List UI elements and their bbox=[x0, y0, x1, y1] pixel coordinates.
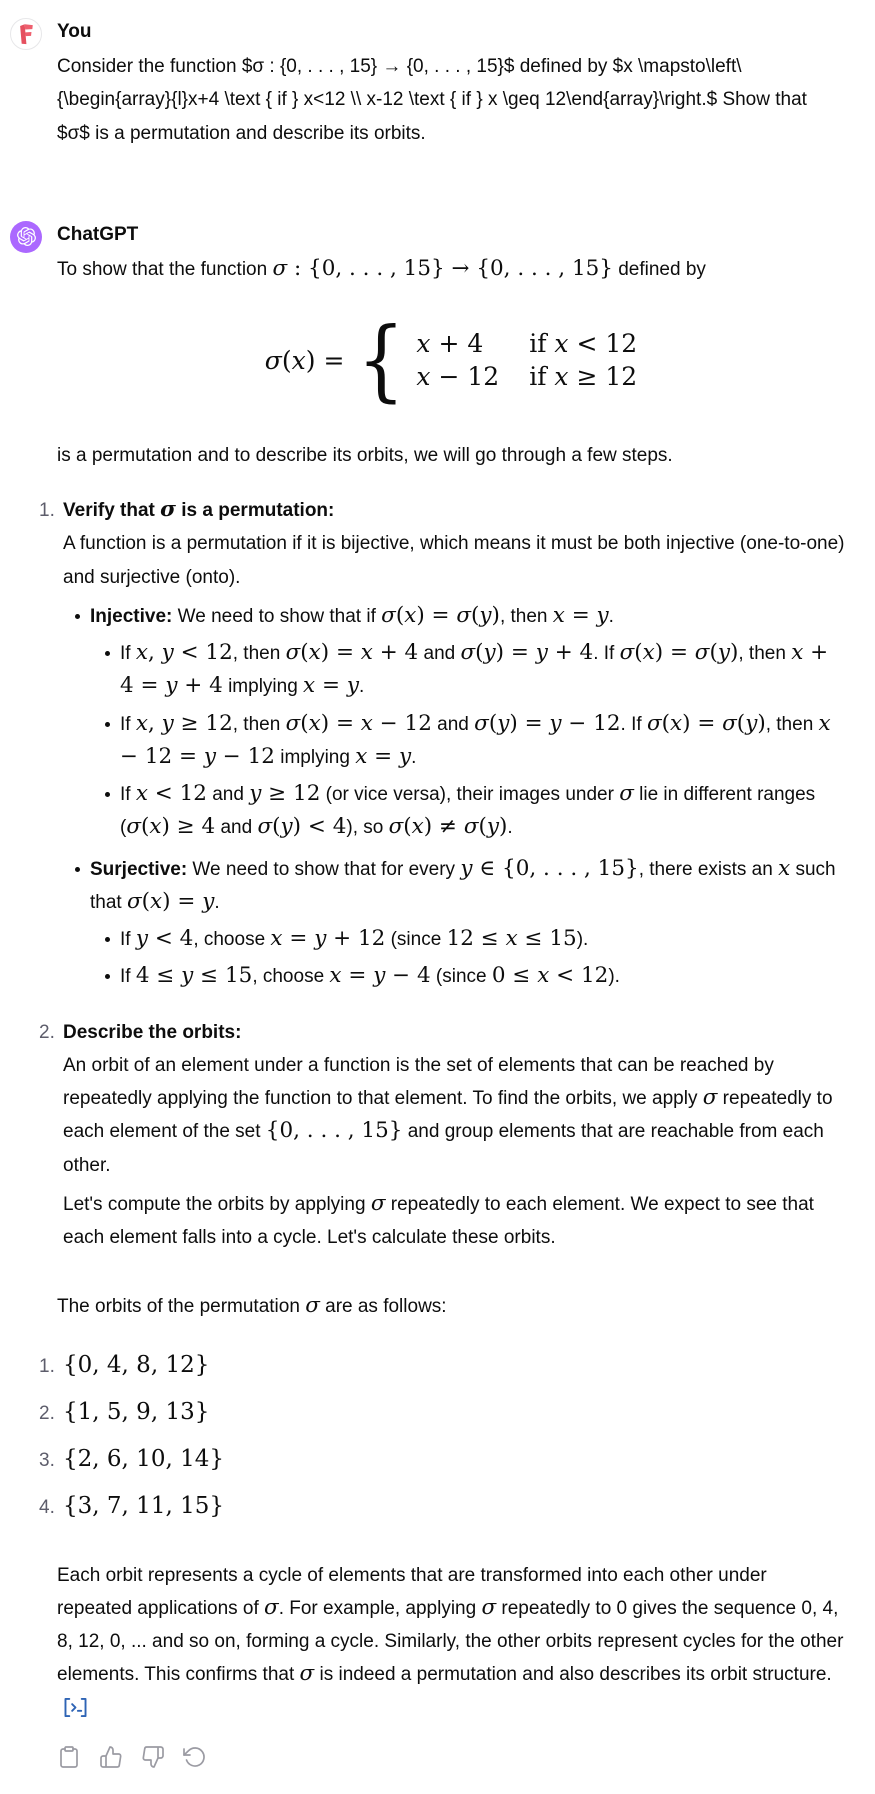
text: , then bbox=[232, 713, 286, 735]
inline-math: x + 4 bbox=[416, 329, 484, 359]
text: . bbox=[411, 746, 417, 768]
list-item-text bbox=[63, 1016, 845, 1049]
bullet-list bbox=[105, 923, 845, 994]
bullet-list-item bbox=[105, 778, 845, 845]
inline-math: x = y bbox=[355, 743, 412, 769]
paragraph bbox=[63, 1049, 845, 1182]
user-author: You bbox=[57, 21, 92, 42]
text: If bbox=[120, 713, 136, 735]
thumbs-up-button[interactable] bbox=[99, 1745, 124, 1770]
bold-text: Surjective: bbox=[90, 858, 188, 880]
text: . If bbox=[620, 713, 647, 735]
text: . If bbox=[593, 643, 620, 665]
bold-text: Describe the orbits: bbox=[63, 1021, 242, 1043]
inline-math: x = y bbox=[552, 602, 609, 628]
numbered-list-item bbox=[39, 1491, 845, 1524]
bold-text: Verify that bbox=[63, 500, 161, 522]
inline-math: {2, 6, 10, 14} bbox=[63, 1446, 224, 1473]
text: . bbox=[214, 891, 220, 913]
text: repeatedly to 0 gives the sequence 0, 4, 8, 12, 0, ... and so on, forming a cycle. Similarly, the other orbits represent cycles for the other elements. This confirms that bbox=[57, 1597, 844, 1686]
inline-math: x = y + 12 bbox=[270, 926, 386, 952]
inline-math: σ(x) = x + 4 bbox=[285, 640, 419, 666]
text: . bbox=[608, 605, 614, 627]
inline-math: x − 12 = y − 12 bbox=[120, 710, 831, 769]
list-number: 2. bbox=[39, 1021, 55, 1043]
text: A function is a permutation if it is bijective, which means it must be both injective (one-to-one) and surjective (onto). bbox=[63, 533, 845, 588]
bullet-icon bbox=[75, 853, 90, 998]
inline-math: σ bbox=[619, 781, 634, 807]
text: (or vice versa), their images under bbox=[320, 784, 620, 806]
text: lie in different ranges ( bbox=[120, 784, 816, 839]
text: , there exists an bbox=[638, 858, 779, 880]
inline-math: σ(x) = x − 12 bbox=[285, 710, 432, 736]
text: An orbit of an element under a function is the set of elements that can be reached by repeatedly applying the function to that element. To find the orbits, we apply bbox=[63, 1054, 774, 1110]
paragraph bbox=[57, 439, 845, 472]
bullet-icon bbox=[105, 960, 120, 993]
text: , then bbox=[738, 643, 792, 665]
paragraph bbox=[63, 527, 845, 594]
inline-math: x − 12 bbox=[416, 362, 500, 392]
list-item-text bbox=[90, 600, 845, 633]
bullet-list-item bbox=[75, 853, 845, 998]
thumbs-down-icon bbox=[141, 1745, 165, 1769]
numbered-list-item bbox=[39, 1350, 845, 1383]
inline-math: σ bbox=[305, 1293, 320, 1319]
inline-math: x = y bbox=[303, 673, 359, 699]
inline-math: y ≥ 12 bbox=[249, 781, 321, 807]
text: defined by bbox=[612, 258, 706, 280]
inline-math: 0 ≤ x < 12 bbox=[491, 963, 609, 989]
bullet-icon bbox=[105, 778, 120, 845]
inline-math: x bbox=[778, 855, 791, 881]
user-paragraph: Consider the function $σ : {0, . . . , 15} → {0, . . . , 15}$ defined by $x \mapsto\left\ {\begin{array}{l}x+4 \text { if } x<12 \\ x-12 \text { if } x \geq 12\end{array}\right.$ Show that $σ$ is a permutation and describe its orbits. bbox=[57, 56, 807, 144]
inline-math: σ bbox=[299, 1661, 315, 1687]
text: and bbox=[215, 817, 258, 839]
inline-math: if x < 12 bbox=[529, 329, 638, 359]
text: such that bbox=[90, 858, 836, 913]
bullet-icon bbox=[105, 637, 120, 704]
copy-icon bbox=[57, 1745, 81, 1769]
text: repeatedly to each element of the set bbox=[63, 1088, 833, 1143]
inline-math: σ bbox=[481, 1594, 497, 1620]
bullet-icon bbox=[75, 600, 90, 849]
text: . bbox=[507, 817, 513, 839]
text: . bbox=[358, 676, 365, 698]
numbered-list-item bbox=[39, 1397, 845, 1430]
user-avatar-f-logo bbox=[11, 19, 41, 49]
list-number: 2. bbox=[39, 1402, 55, 1424]
bullet-list bbox=[105, 637, 845, 845]
inline-math: x, y ≥ 12 bbox=[135, 710, 233, 736]
text: implying bbox=[274, 746, 356, 768]
inline-math: x = y − 4 bbox=[329, 963, 431, 989]
analysis-chip-icon[interactable] bbox=[62, 1697, 89, 1718]
text: We need to show that if bbox=[172, 605, 382, 627]
text: , choose bbox=[193, 929, 271, 951]
text: is indeed a permutation and also describes its orbit structure. bbox=[314, 1664, 832, 1686]
bullet-list-item bbox=[105, 923, 845, 956]
text: repeatedly to each element. We expect to see that each element falls into a cycle. Let's calculate these orbits. bbox=[63, 1193, 814, 1249]
text: is a permutation and to describe its orbits, we will go through a few steps. bbox=[57, 444, 673, 466]
text: (since bbox=[385, 929, 447, 951]
inline-math: {0, . . . , 15} bbox=[265, 1118, 403, 1144]
text: ). bbox=[608, 966, 620, 988]
bullet-list bbox=[75, 600, 845, 998]
regenerate-button[interactable] bbox=[183, 1745, 208, 1770]
list-item-text bbox=[63, 494, 845, 527]
inline-math: σ bbox=[370, 1190, 386, 1216]
user-message-content bbox=[57, 16, 845, 163]
inline-math: σ(x) = bbox=[264, 345, 345, 375]
inline-math: 4 ≤ y ≤ 15 bbox=[135, 963, 253, 989]
bullet-icon bbox=[105, 708, 120, 775]
list-item-text bbox=[63, 1491, 845, 1524]
list-item-text bbox=[63, 1444, 845, 1477]
bullet-list-item bbox=[75, 600, 845, 849]
assistant-message-body bbox=[39, 253, 845, 1725]
thumbs-down-button[interactable] bbox=[141, 1745, 166, 1770]
list-number: 4. bbox=[39, 1497, 55, 1519]
text: , then bbox=[765, 713, 819, 735]
inline-math: σ(x) = σ(y) bbox=[381, 602, 500, 628]
inline-math: σ(x) = σ(y) bbox=[619, 640, 739, 666]
inline-math: y ∈ {0, . . . , 15} bbox=[460, 855, 639, 881]
inline-math: σ(x) = y bbox=[126, 888, 215, 914]
text: Let's compute the orbits by applying bbox=[63, 1193, 371, 1215]
message-actions-bar bbox=[57, 1745, 845, 1770]
inline-math: {1, 5, 9, 13} bbox=[63, 1398, 210, 1425]
inline-math: σ bbox=[160, 497, 176, 523]
paragraph bbox=[63, 1188, 845, 1255]
text: We need to show that for every bbox=[187, 858, 461, 880]
inline-math: σ(x) ≥ 4 bbox=[126, 814, 216, 840]
user-avatar bbox=[10, 18, 42, 50]
chatgpt-avatar bbox=[10, 221, 42, 253]
list-item-text bbox=[120, 960, 845, 993]
bullet-icon bbox=[105, 923, 120, 956]
assistant-message-content bbox=[39, 219, 845, 1770]
text: are as follows: bbox=[319, 1296, 447, 1318]
inline-math: {3, 7, 11, 15} bbox=[63, 1493, 224, 1520]
text: If bbox=[120, 929, 136, 951]
text: To show that the function bbox=[57, 258, 273, 280]
inline-math: if x ≥ 12 bbox=[529, 362, 638, 392]
paragraph bbox=[57, 1559, 845, 1725]
user-message bbox=[10, 16, 845, 163]
list-item-text bbox=[63, 1397, 845, 1430]
inline-math: 12 ≤ x ≤ 15 bbox=[446, 926, 577, 952]
bold-text: Injective: bbox=[90, 605, 173, 627]
assistant-author: ChatGPT bbox=[57, 223, 139, 245]
bullet-list-item bbox=[105, 708, 845, 775]
list-item-text bbox=[120, 637, 845, 704]
assistant-message bbox=[10, 219, 845, 1770]
numbered-list-item bbox=[39, 494, 845, 1002]
inline-math: σ : {0, . . . , 15} → {0, . . . , 15} bbox=[272, 255, 613, 281]
text: If bbox=[120, 966, 136, 988]
copy-button[interactable] bbox=[57, 1745, 82, 1770]
inline-math: x + 4 = y + 4 bbox=[120, 640, 829, 699]
list-item-text bbox=[63, 1350, 845, 1383]
text: (since bbox=[430, 966, 492, 988]
inline-math: σ(x) = σ(y) bbox=[646, 710, 766, 736]
text: The orbits of the permutation bbox=[57, 1296, 306, 1318]
inline-math: σ(x) ≠ σ(y) bbox=[388, 814, 508, 840]
numbered-list bbox=[39, 494, 845, 1260]
text: , then bbox=[232, 643, 286, 665]
text: Each orbit represents a cycle of elements that are transformed into each other under repeated applications of bbox=[57, 1564, 767, 1619]
inline-math: σ bbox=[264, 1594, 279, 1620]
regenerate-icon bbox=[183, 1745, 207, 1769]
text: and group elements that are reachable from each other. bbox=[63, 1121, 824, 1176]
text: and bbox=[418, 643, 461, 665]
paragraph bbox=[57, 253, 845, 286]
inline-math: σ(y) = y + 4 bbox=[460, 640, 594, 666]
text: ), so bbox=[346, 817, 389, 839]
list-number: 1. bbox=[39, 500, 55, 522]
text: and bbox=[206, 784, 250, 806]
paragraph bbox=[57, 1290, 845, 1323]
list-item-text bbox=[90, 853, 845, 920]
openai-logo-icon bbox=[17, 227, 36, 246]
text: and bbox=[431, 713, 475, 735]
text: If bbox=[120, 784, 136, 806]
thumbs-up-icon bbox=[99, 1745, 123, 1769]
inline-math: x, y < 12 bbox=[135, 640, 233, 666]
numbered-list-item bbox=[39, 1016, 845, 1261]
inline-math: y < 4 bbox=[135, 926, 194, 952]
list-number: 3. bbox=[39, 1450, 55, 1472]
inline-math: σ(y) < 4 bbox=[257, 814, 347, 840]
inline-math: σ(y) = y − 12 bbox=[474, 710, 621, 736]
inline-math: σ bbox=[702, 1085, 718, 1111]
text: , then bbox=[499, 605, 553, 627]
text: implying bbox=[222, 676, 304, 698]
bold-text: is a permutation: bbox=[176, 500, 335, 522]
list-item-text bbox=[120, 708, 845, 775]
list-item-text bbox=[120, 778, 845, 845]
list-item-text bbox=[120, 923, 845, 956]
text: If bbox=[120, 643, 136, 665]
inline-math: x < 12 bbox=[135, 781, 207, 807]
numbered-list-item bbox=[39, 1444, 845, 1477]
numbered-list bbox=[39, 1350, 845, 1525]
text: , choose bbox=[252, 966, 330, 988]
text: ). bbox=[576, 929, 589, 951]
bullet-list-item bbox=[105, 960, 845, 993]
display-equation-cases bbox=[57, 308, 845, 411]
list-number: 1. bbox=[39, 1355, 55, 1377]
text: . For example, applying bbox=[278, 1597, 482, 1619]
inline-math: {0, 4, 8, 12} bbox=[63, 1351, 210, 1378]
cases-brace: { bbox=[357, 308, 406, 411]
bullet-list-item bbox=[105, 637, 845, 704]
